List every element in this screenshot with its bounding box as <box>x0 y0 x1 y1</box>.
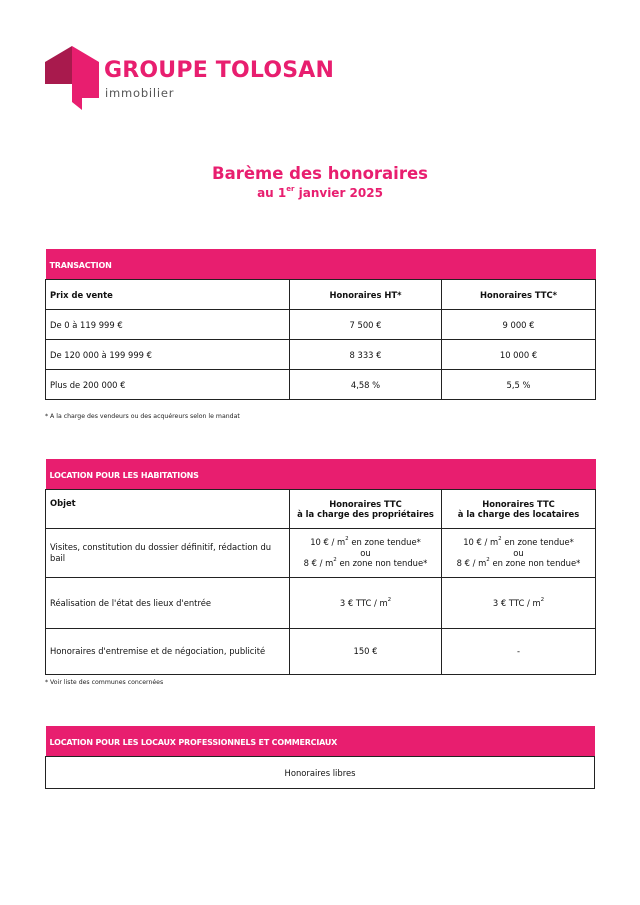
date-suffix: janvier 2025 <box>294 186 383 200</box>
fee-ht: 8 333 € <box>290 340 442 370</box>
section-header-transaction: TRANSACTION <box>46 249 596 280</box>
table-header-row <box>46 490 596 529</box>
fee-ttc: 10 000 € <box>442 340 596 370</box>
professional-table <box>45 726 595 789</box>
table-row <box>46 757 595 789</box>
tenants-fee: - <box>442 629 596 675</box>
object-cell: Réalisation de l'état des lieux d'entrée <box>46 578 290 629</box>
table-header-row <box>46 280 596 310</box>
section-header-professional: LOCATION POUR LES LOCAUX PROFESSIONNELS ET COMMERCIAUX <box>46 726 595 757</box>
object-cell: Visites, constitution du dossier définitif, rédaction du bail <box>46 529 290 578</box>
column-header: Honoraires TTC à la charge des locataires <box>442 490 596 529</box>
column-header: Prix de vente <box>46 280 290 310</box>
object-cell: Honoraires d'entremise et de négociation, publicité <box>46 629 290 675</box>
page-date <box>0 186 640 200</box>
price-range: De 0 à 119 999 € <box>46 310 290 340</box>
owners-fee: 3 € TTC / $m^2$ <box>290 578 442 629</box>
transaction-footnote: * A la charge des vendeurs ou des acquéreurs selon le mandat <box>45 413 240 420</box>
fee-ht: 4,58 % <box>290 370 442 400</box>
date-sup: er <box>286 185 295 193</box>
price-range: Plus de 200 000 € <box>46 370 290 400</box>
column-header: Honoraires TTC à la charge des propriétaires <box>290 490 442 529</box>
column-header: Objet <box>46 490 290 529</box>
table-row <box>46 629 596 675</box>
brand-subtitle: immobilier <box>105 86 175 100</box>
transaction-table <box>45 249 596 400</box>
brand-logo <box>45 46 345 110</box>
date-prefix: au 1 <box>257 186 287 200</box>
column-header: Honoraires TTC* <box>442 280 596 310</box>
fee-ht: 7 500 € <box>290 310 442 340</box>
tenants-fee: 3 € TTC / $m^2$ <box>442 578 596 629</box>
owners-fee: 150 € <box>290 629 442 675</box>
table-row <box>46 310 596 340</box>
page-title: Barème des honoraires <box>212 164 428 183</box>
fee-ttc: 5,5 % <box>442 370 596 400</box>
table-row <box>46 578 596 629</box>
column-header: Honoraires HT* <box>290 280 442 310</box>
fee-ttc: 9 000 € <box>442 310 596 340</box>
tenants-fee: 10 € / $m^2$ en zone tendue* ou 8 € / $m^2$ en zone non tendue* <box>442 529 596 578</box>
section-header-habitations: LOCATION POUR LES HABITATIONS <box>46 459 596 490</box>
habitations-footnote: * Voir liste des communes concernées <box>45 679 164 686</box>
brand-name: GROUPE TOLOSAN <box>104 58 335 83</box>
price-range: De 120 000 à 199 999 € <box>46 340 290 370</box>
house-logo-icon <box>45 46 99 110</box>
table-row <box>46 370 596 400</box>
table-row <box>46 529 596 578</box>
table-row <box>46 340 596 370</box>
owners-fee: 10 € / $m^2$ en zone tendue* ou 8 € / $m^2$ en zone non tendue* <box>290 529 442 578</box>
habitations-table <box>45 459 596 675</box>
professional-fee: Honoraires libres <box>46 757 595 789</box>
